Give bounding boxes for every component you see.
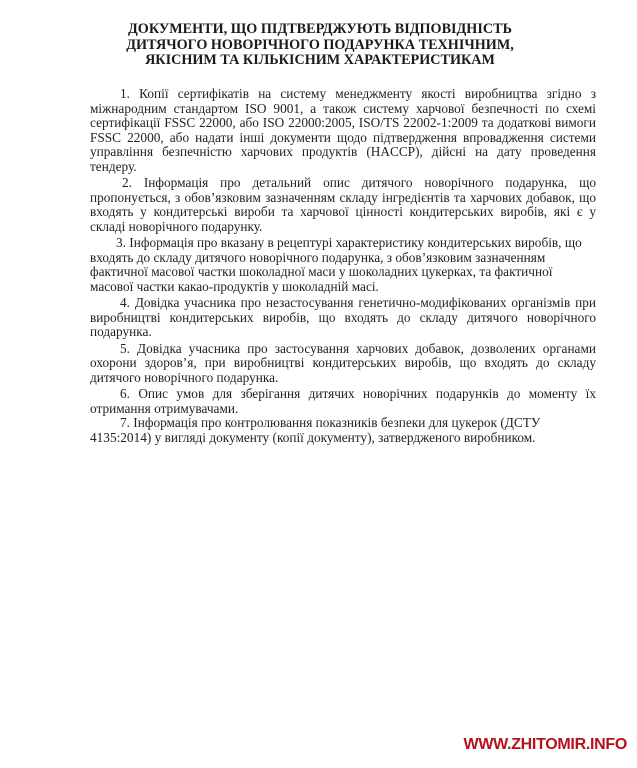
site-watermark: WWW.ZHITOMIR.INFO	[463, 736, 627, 753]
paragraph-6: 6. Опис умов для зберігання дитячих новорічних подарунків до моменту їх отримання отримувачами.	[90, 386, 596, 416]
paragraph-4: 4. Довідка учасника про незастосування генетично-модифікованих організмів при виробництві кондитерських виробів, що входять до складу дитячого новорічного подарунка.	[90, 295, 596, 339]
paragraph-1: 1. Копії сертифікатів на систему менеджменту якості виробництва згідно з міжнародним стандартом ISO 9001, а також систему харчової безпечності по схемі сертифікації FSSC 22000, або ISO 22000:2005, ISO/TS 22002-1:2009 та додаткові вимоги FSSC 22000, або надати інші документи щодо підтвердження впровадження системи управління безпечністю харчових продуктів (HACCP), дійсні на дату проведення тендеру.	[90, 86, 596, 174]
paragraph-2: 2. Інформація про детальний опис дитячого новорічного подарунка, що пропонується, з обов’язковим зазначенням складу інгредієнтів та харчових добавок, що входять у кондитерські вироби та харчової цінності кондитерських виробів, які є у складі новорічного подарунку.	[90, 175, 596, 234]
document-title: ДОКУМЕНТИ, ЩО ПІДТВЕРДЖУЮТЬ ВІДПОВІДНІСТЬ ДИТЯЧОГО НОВОРІЧНОГО ПОДАРУНКА ТЕХНІЧНИМ, ЯКІСНИМ ТА КІЛЬКІСНИМ ХАРАКТЕРИСТИКАМ	[126, 21, 514, 68]
document-body	[90, 87, 596, 445]
paragraph-7: 7. Інформація про контролювання показників безпеки для цукерок (ДСТУ 4135:2014) у вигляді документу (копії документу), затвердженого виробником.	[90, 415, 541, 445]
paragraph-3: 3. Інформація про вказану в рецептурі характеристику кондитерських виробів, що входять до складу дитячого новорічного подарунка, з обов’язковим зазначенням фактичної масової частки шоколадної маси у шоколадних цукерках, та фактичної масової частки какао-продуктів у шоколадній масі.	[90, 235, 582, 294]
paragraph-5: 5. Довідка учасника про застосування харчових добавок, дозволених органами охорони здоров’я, при виробництві кондитерських виробів, що входять до складу дитячого новорічного подарунка.	[90, 340, 596, 385]
